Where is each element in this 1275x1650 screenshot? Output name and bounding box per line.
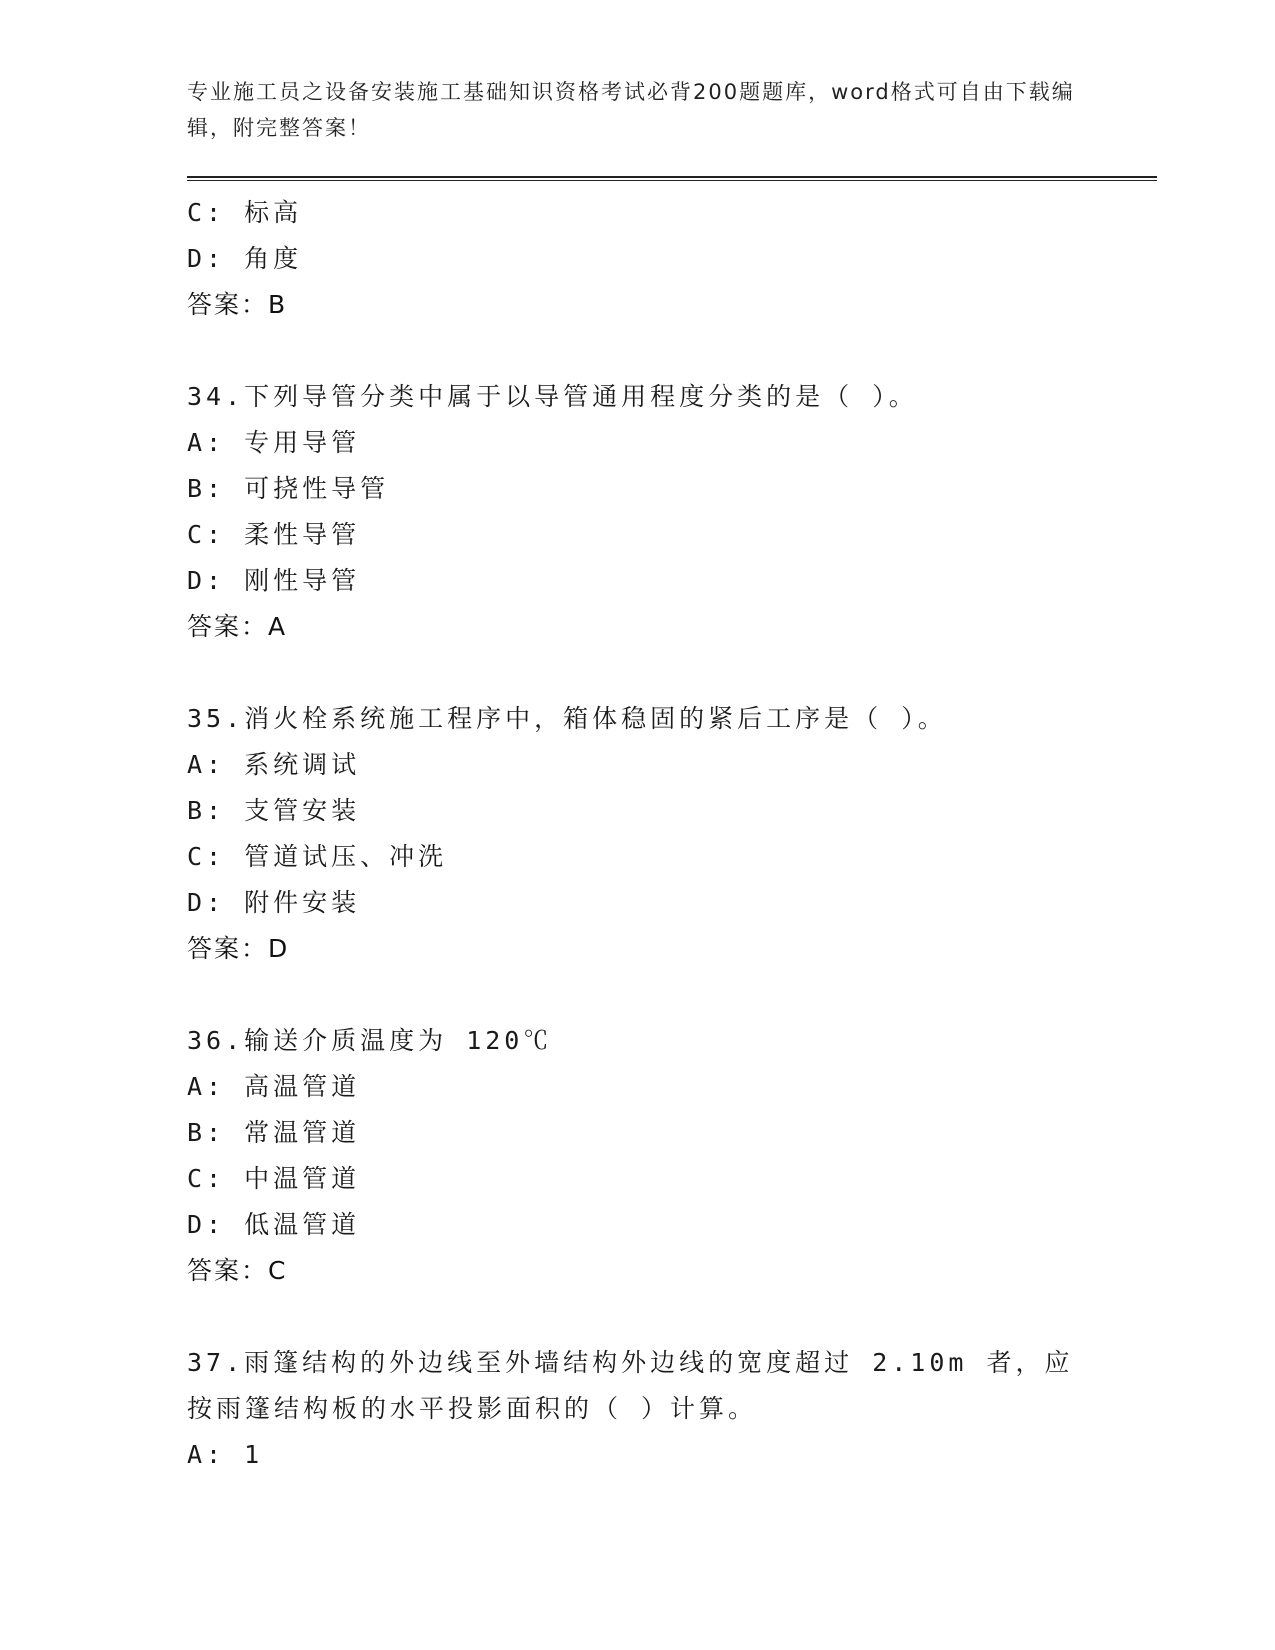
option-label: B: (187, 796, 226, 825)
option-c (187, 190, 1087, 236)
question-block-35 (187, 696, 1087, 972)
option-text: 专用导管 (244, 428, 361, 457)
option-a (187, 420, 1087, 466)
option-a (187, 1432, 1087, 1478)
option-a (187, 742, 1087, 788)
answer-line: 答案：B (187, 290, 288, 319)
option-label: A: (187, 1072, 226, 1101)
option-c (187, 1156, 1087, 1202)
option-label: D: (187, 1210, 226, 1239)
answer-line: 答案：D (187, 934, 290, 963)
option-text: 低温管道 (244, 1210, 361, 1239)
document-title: 专业施工员之设备安装施工基础知识资格考试必背200题题库，word格式可自由下载编辑，附完整答案！ (187, 80, 1075, 140)
option-label: B: (187, 1118, 226, 1147)
page-header (187, 74, 1077, 146)
question-block-33 (187, 190, 1087, 328)
option-label: D: (187, 566, 226, 595)
question-title: 35.消火栓系统施工程序中，箱体稳固的紧后工序是（ ）。 (187, 704, 947, 733)
question-title: 36.输送介质温度为 120℃ (187, 1026, 553, 1055)
option-label: C: (187, 842, 226, 871)
option-c (187, 512, 1087, 558)
option-label: A: (187, 750, 226, 779)
header-divider (187, 176, 1157, 181)
option-text: 1 (244, 1440, 264, 1469)
option-label: B: (187, 474, 226, 503)
option-label: A: (187, 1440, 226, 1469)
answer-line: 答案：C (187, 1256, 288, 1285)
option-d (187, 236, 1087, 282)
option-text: 可挠性导管 (244, 474, 390, 503)
option-text: 附件安装 (244, 888, 361, 917)
answer-line: 答案：A (187, 612, 288, 641)
option-label: D: (187, 244, 226, 273)
option-label: C: (187, 198, 226, 227)
option-label: C: (187, 520, 226, 549)
option-text: 刚性导管 (244, 566, 361, 595)
option-d (187, 880, 1087, 926)
option-b (187, 1110, 1087, 1156)
question-title: 37.雨篷结构的外边线至外墙结构外边线的宽度超过 2.10m 者，应按雨篷结构板的水平投影面积的（ ）计算。 (187, 1348, 1074, 1423)
option-label: D: (187, 888, 226, 917)
option-d (187, 558, 1087, 604)
option-label: C: (187, 1164, 226, 1193)
question-block-34 (187, 374, 1087, 650)
option-text: 标高 (244, 198, 303, 227)
option-text: 中温管道 (244, 1164, 361, 1193)
option-text: 支管安装 (244, 796, 361, 825)
option-a (187, 1064, 1087, 1110)
option-text: 高温管道 (244, 1072, 361, 1101)
option-b (187, 788, 1087, 834)
question-title: 34.下列导管分类中属于以导管通用程度分类的是（ ）。 (187, 382, 918, 411)
question-list (187, 190, 1087, 1478)
option-d (187, 1202, 1087, 1248)
question-block-37 (187, 1340, 1087, 1478)
option-text: 柔性导管 (244, 520, 361, 549)
option-text: 管道试压、冲洗 (244, 842, 448, 871)
question-block-36 (187, 1018, 1087, 1294)
option-text: 系统调试 (244, 750, 361, 779)
option-c (187, 834, 1087, 880)
option-text: 常温管道 (244, 1118, 361, 1147)
option-b (187, 466, 1087, 512)
option-label: A: (187, 428, 226, 457)
option-text: 角度 (244, 244, 303, 273)
